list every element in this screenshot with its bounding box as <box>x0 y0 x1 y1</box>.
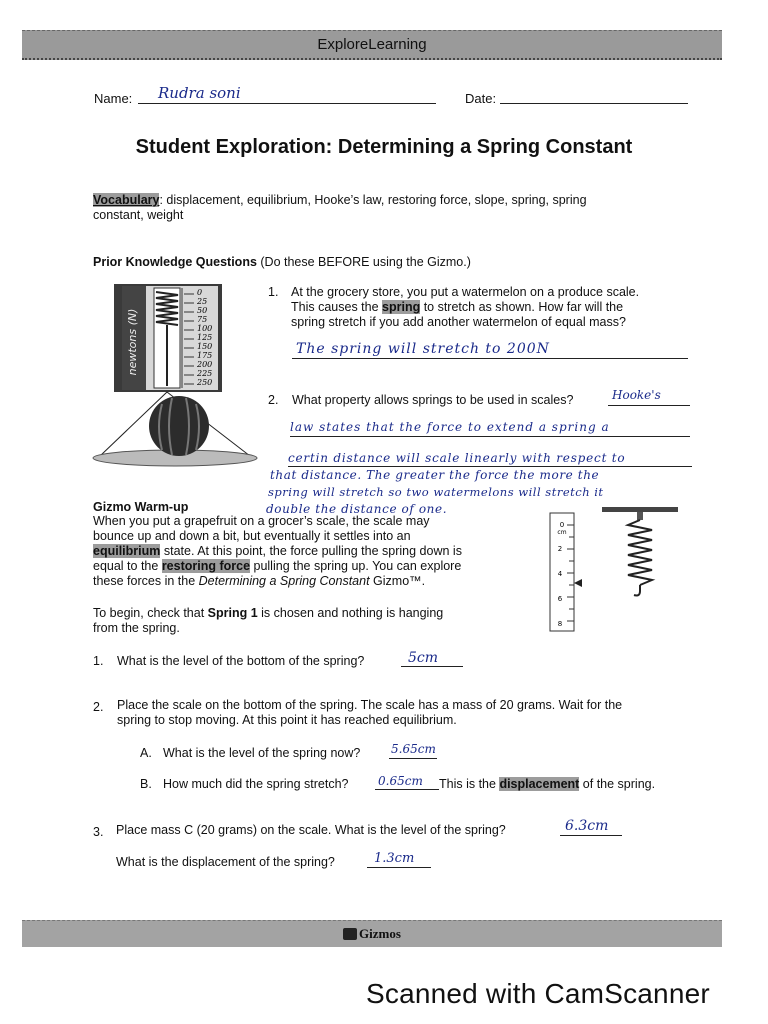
prior-q1-answer-line <box>292 358 688 359</box>
scale-axis-label: newtons (N) <box>126 308 139 376</box>
prior-q2-answer-line <box>608 405 690 406</box>
warmup-line-6-post: is chosen and nothing is hanging <box>257 606 444 620</box>
vocabulary-block <box>93 193 673 223</box>
q1-answer: 5cm <box>408 650 439 666</box>
vocabulary-text: : displacement, equilibrium, Hooke’s law, restoring force, slope, spring, spring <box>159 193 587 207</box>
q2-line-2: spring to stop moving. At this point it has reached equilibrium. <box>117 713 457 727</box>
q2-number: 2. <box>93 700 104 714</box>
camscanner-watermark: Scanned with CamScanner <box>366 978 710 1009</box>
warmup-line-6-pre: To begin, check that <box>93 606 208 620</box>
ruler-tick-6: 6 <box>557 595 563 603</box>
warmup-line-6 <box>93 606 533 621</box>
qA-answer-line <box>389 758 437 759</box>
ruler-tick-2: 2 <box>557 545 563 553</box>
warmup-line-5-pre: these forces in the <box>93 574 199 588</box>
prior-q2-answer-6: double the distance of one. <box>266 502 448 516</box>
q1-text: What is the level of the bottom of the spring? <box>117 654 365 668</box>
prior-knowledge-heading <box>93 255 471 270</box>
warmup-line-3 <box>93 544 533 559</box>
tick-125: 125 <box>197 333 213 342</box>
qA-label: A. <box>140 746 152 760</box>
prior-q2-answer-1: Hooke's <box>612 388 661 402</box>
warmup-line-7: from the spring. <box>93 621 180 635</box>
tick-25: 25 <box>197 297 208 306</box>
spring-clip <box>637 512 643 520</box>
qB-label: B. <box>140 777 152 791</box>
displacement-term: displacement <box>499 777 580 791</box>
warmup-paragraph <box>93 514 533 589</box>
warmup-line-3-post: state. At this point, the force pulling the spring down is <box>160 544 462 558</box>
qB-post-text: of the spring. <box>579 777 656 791</box>
q3-answer: 6.3cm <box>565 818 609 834</box>
prior-q2-number: 2. <box>268 393 279 407</box>
warmup-line-1: When you put a grapefruit on a grocer’s scale, the scale may <box>93 514 430 528</box>
ruler-tick-0: 0 <box>559 521 565 529</box>
spring-hook-icon <box>634 585 640 596</box>
qA-answer: 5.65cm <box>391 742 436 756</box>
q3b-text: What is the displacement of the spring? <box>116 855 335 869</box>
name-value: Rudra soni <box>158 84 241 102</box>
date-line <box>500 103 688 104</box>
ruler-pointer-icon <box>574 579 582 587</box>
tick-75: 75 <box>197 315 208 324</box>
prior-q2-answer-2: law states that the force to extend a spring a <box>290 420 610 434</box>
prior-q1-line-1: At the grocery store, you put a watermelon on a produce scale. <box>291 285 640 299</box>
tick-225: 225 <box>197 369 213 378</box>
spring-term: spring <box>382 300 421 314</box>
warmup-line-4 <box>93 559 533 574</box>
prior-q1-post: to stretch as shown. How far will the <box>420 300 624 314</box>
prior-q2-answer-4: that distance. The greater the force the more the <box>270 468 600 482</box>
hanging-spring-icon <box>628 520 652 585</box>
name-label: Name: <box>94 91 133 106</box>
prior-heading-note: (Do these BEFORE using the Gizmo.) <box>256 255 471 269</box>
ruler-spring-figure <box>534 505 694 633</box>
footer-brand: Gizmos <box>359 926 401 941</box>
q3-number: 3. <box>93 825 104 839</box>
q1-number: 1. <box>93 654 104 668</box>
page-title: Student Exploration: Determining a Spring Constant <box>135 136 633 158</box>
prior-q2-answer-line-3 <box>288 466 692 467</box>
equilibrium-term: equilibrium <box>93 544 161 558</box>
ruler-tick-8: 8 <box>557 620 563 628</box>
ruler-unit: cm <box>557 529 567 536</box>
brand-logo: ExploreLearning <box>317 36 427 53</box>
name-line <box>138 103 436 104</box>
qB-answer: 0.65cm <box>378 774 423 788</box>
qB-text: How much did the spring stretch? <box>163 777 349 791</box>
q2-text <box>117 698 697 728</box>
tick-50: 50 <box>197 306 208 315</box>
prior-q2-text: What property allows springs to be used in scales? <box>292 393 574 407</box>
q3b-answer: 1.3cm <box>374 851 415 866</box>
tick-250: 250 <box>197 378 213 387</box>
prior-q2-answer-5: spring will stretch so two watermelons will stretch it <box>268 485 604 499</box>
date-label: Date: <box>465 91 497 106</box>
tick-150: 150 <box>197 342 213 351</box>
gizmos-logo-icon <box>343 928 357 940</box>
prior-q2-answer-line-2 <box>290 436 690 437</box>
tick-100: 100 <box>197 324 213 333</box>
warmup-line-5 <box>93 574 533 589</box>
brand-header-bar <box>22 30 722 60</box>
vocabulary-text-2: constant, weight <box>93 208 184 222</box>
gizmo-name: Determining a Spring Constant <box>198 574 370 588</box>
tick-175: 175 <box>197 351 213 360</box>
prior-q1-line-2 <box>291 300 691 315</box>
spring-1-label: Spring 1 <box>207 606 258 620</box>
ruler-tick-4: 4 <box>557 570 563 578</box>
watermelon-icon <box>149 396 209 456</box>
gizmos-footer-bar <box>22 920 722 947</box>
prior-q1-pre: This causes the <box>291 300 383 314</box>
qA-text: What is the level of the spring now? <box>163 746 361 760</box>
qB-answer-line <box>375 789 439 790</box>
vocabulary-label: Vocabulary <box>93 193 160 207</box>
warmup-line-4-post: pulling the spring up. You can explore <box>250 559 462 573</box>
restoring-force-term: restoring force <box>161 559 251 573</box>
q3-answer-line <box>560 835 622 836</box>
warmup-line-2: bounce up and down a bit, but eventually it settles into an <box>93 529 411 543</box>
warmup-line-4-pre: equal to the <box>93 559 162 573</box>
warmup-line-5-post: Gizmo™. <box>369 574 426 588</box>
prior-q1-number: 1. <box>268 285 279 299</box>
q1-answer-line <box>401 666 463 667</box>
q2-line-1: Place the scale on the bottom of the spring. The scale has a mass of 20 grams. Wait for the <box>117 698 623 712</box>
prior-q1-answer: The spring will stretch to 200N <box>296 341 550 357</box>
tick-200: 200 <box>197 360 213 369</box>
prior-q2-answer-3: certin distance will scale linearly with respect to <box>288 451 626 465</box>
qB-post-pre: This is the <box>439 777 500 791</box>
q3b-answer-line <box>367 867 431 868</box>
spring-mount <box>602 507 678 512</box>
prior-heading-bold: Prior Knowledge Questions <box>93 255 257 269</box>
qB-post <box>439 777 655 792</box>
prior-q1-line-3: spring stretch if you add another watermelon of equal mass? <box>291 315 626 329</box>
warmup-heading: Gizmo Warm-up <box>93 500 189 514</box>
tick-0: 0 <box>197 288 203 297</box>
watermelon-scale-figure <box>92 282 262 468</box>
q3-text: Place mass C (20 grams) on the scale. What is the level of the spring? <box>116 823 506 837</box>
prior-q1-text <box>291 285 691 330</box>
warmup-begin <box>93 606 533 636</box>
